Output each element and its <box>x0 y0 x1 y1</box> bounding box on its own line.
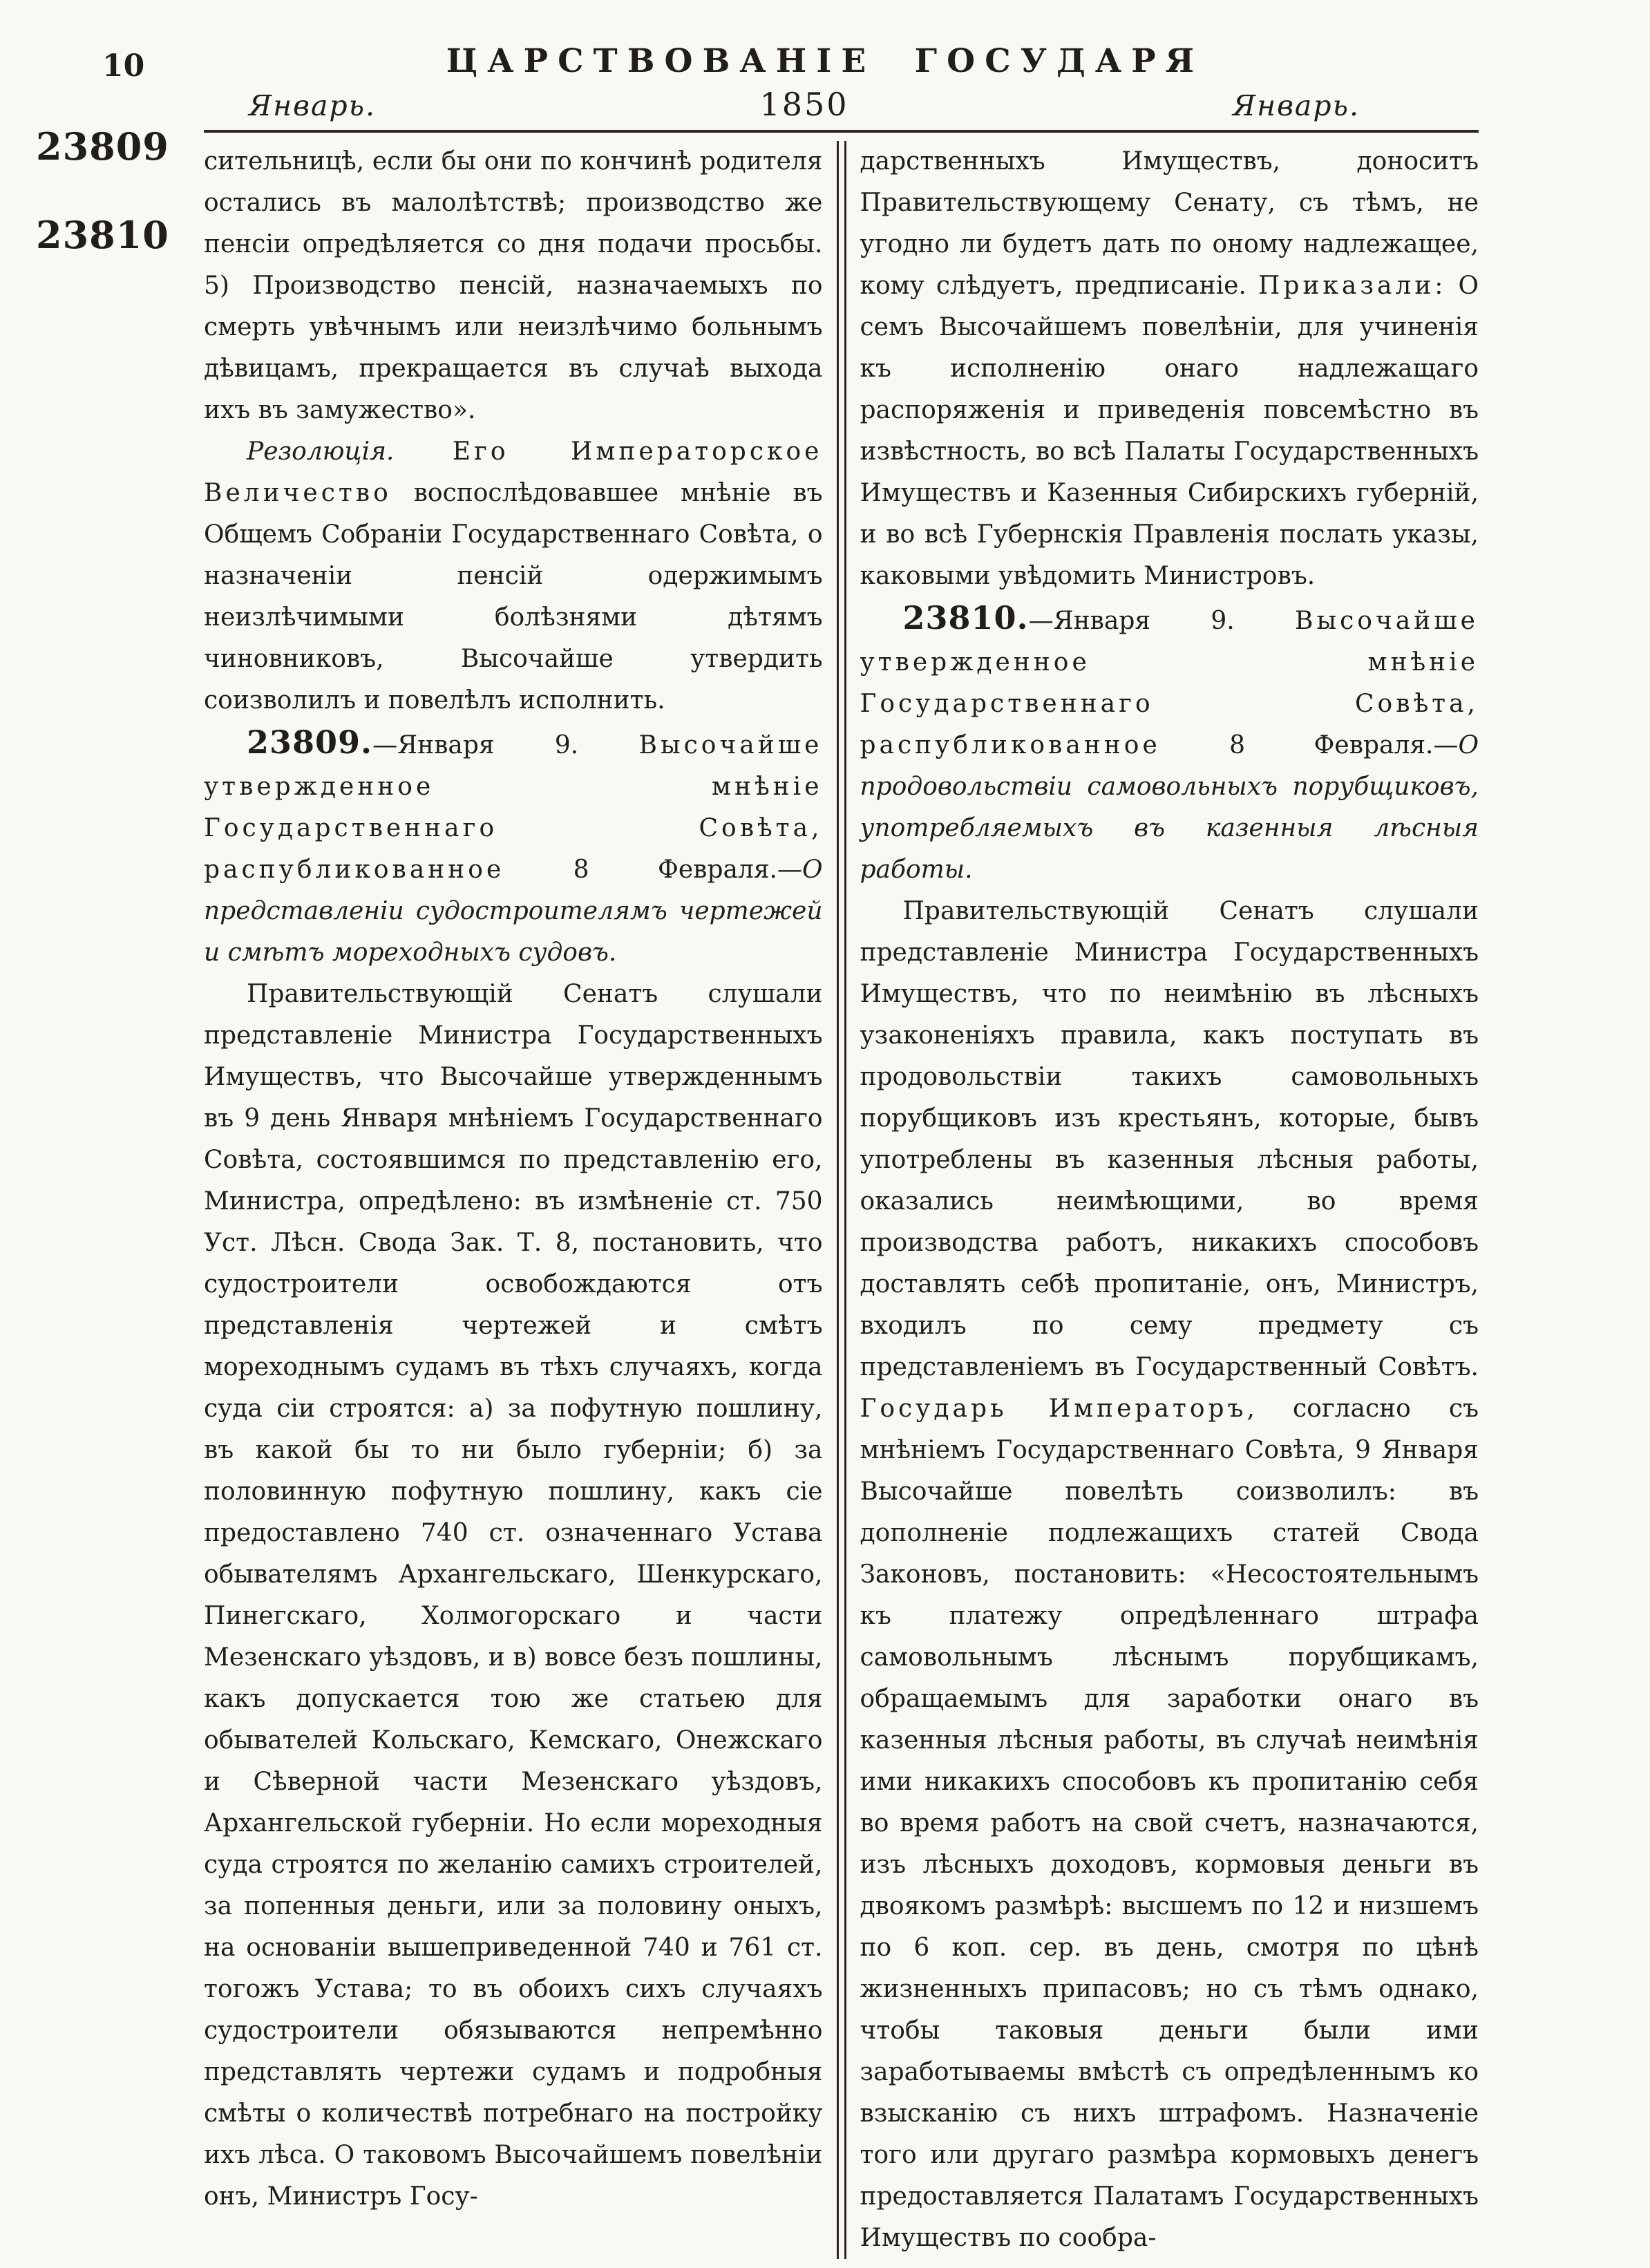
text-run: О представленіи судостроителямъ чертежей и смѣтъ мореходныхъ судовъ. <box>204 856 823 967</box>
text-run: Высочайше утвержденное мнѣніе Государственнаго Совѣта, распубликованное <box>204 731 823 884</box>
text-run: —Января 9. <box>1028 607 1296 635</box>
text-run: 23810. <box>902 599 1029 636</box>
text-run: Резолюція. <box>247 437 453 466</box>
page-header <box>0 0 1650 133</box>
text-run: сительницѣ, если бы они по кончинѣ родителя остались въ малолѣтствѣ; производство же пенсіи опредѣляется со дня подачи просьбы. 5) Производство пенсій, назначаемыхъ по смерть увѣчнымъ или неизлѣчимо больнымъ дѣвицамъ, прекращается въ случаѣ выхода ихъ въ замужество». <box>204 147 823 424</box>
margin-act-number-23809: 23809 <box>36 124 169 169</box>
dateline-year: 1850 <box>759 86 849 123</box>
text-run: О продовольствіи самовольныхъ порубщиковъ, употребляемыхъ въ казенныя лѣсныя работы. <box>860 731 1479 884</box>
text-run: дарственныхъ Имуществъ, доноситъ Правительствующему Сенату, съ тѣмъ, не угодно ли будетъ дать по оному надлежащее, кому слѣдуетъ, предписаніе. <box>860 147 1479 300</box>
left-column <box>204 141 823 2259</box>
paragraph <box>860 141 1479 597</box>
paragraph <box>204 141 823 431</box>
dateline-month-left: Январь. <box>249 89 377 122</box>
text-run: О семъ Высочайшемъ повелѣніи, для учиненія къ исполненію онаго надлежащаго распоряженія и приведенія повсемѣстно въ извѣстность, во всѣ Палаты Государственныхъ Имуществъ и Казенныя Сибирскихъ губерній, и во всѣ Губернскія Правленія послать указы, каковыми увѣдомить Министровъ. <box>860 272 1479 590</box>
text-run: 8 Февраля.— <box>504 856 802 884</box>
text-run: Правительствующій Сенатъ слушали представленіе Министра Государственныхъ Имуществъ, что по неимѣнію въ лѣсныхъ узаконеніяхъ правила, какъ поступать въ продовольствіи такихъ самовольныхъ порубщиковъ изъ крестьянъ, которые, бывъ употреблены въ казенныя лѣсныя работы, оказались неимѣющими, во время производства работъ, никакихъ способовъ доставлять себѣ пропитаніе, онъ, Министръ, входилъ по сему предмету съ представленіемъ въ Государственный Совѣтъ. <box>860 897 1479 1381</box>
text-run: , согласно съ мнѣніемъ Государственнаго Совѣта, 9 Января Высочайше повелѣть соизволилъ: въ дополненіе подлежащихъ статей Свода Законовъ, постановить: «Несостоятельнымъ къ платежу опредѣленнаго штрафа самовольнымъ лѣснымъ порубщикамъ, обращаемымъ для заработки онаго въ казенныя лѣсныя работы, въ случаѣ неимѣнія ими никакихъ способовъ къ пропитанію себя во время работъ на свой счетъ, назначаются, изъ лѣсныхъ доходовъ, кормовыя деньги въ двоякомъ размѣрѣ: высшемъ по 12 и низшемъ по 6 коп. сер. въ день, смотря по цѣнѣ жизненныхъ припасовъ; но съ тѣмъ однако, чтобы таковыя деньги были ими заработываемы вмѣстѣ съ опредѣленнымъ ко взысканію съ нихъ штрафомъ. Назначеніе того или другаго размѣра кормовыхъ денегъ предоставляется Палатамъ Государственныхъ Имуществъ по сообра- <box>860 1395 1479 2252</box>
paragraph <box>860 891 1479 2259</box>
dateline-month-right: Январь. <box>1232 89 1360 122</box>
text-run: Приказали: <box>1258 272 1447 300</box>
paragraph <box>860 597 1479 891</box>
text-run: 23809. <box>247 724 373 761</box>
two-column-body <box>204 141 1479 2259</box>
paragraph <box>204 721 823 974</box>
text-run: Высочайше утвержденное мнѣніе Государственнаго Совѣта, распубликованное <box>860 607 1479 759</box>
page-number: 10 <box>102 48 145 84</box>
text-run: Его Императорское Величество <box>204 437 823 507</box>
margin-act-number-23810: 23810 <box>36 213 169 257</box>
text-run: —Января 9. <box>372 731 639 759</box>
text-run: Правительствующій Сенатъ слушали представленіе Министра Государственныхъ Имуществъ, что Высочайше утвержденнымъ въ 9 день Января мнѣніемъ Государственнаго Совѣта, состоявшимся по представленію его, Министра, опредѣлено: въ измѣненіе ст. 750 Уст. Лѣсн. Свода Зак. Т. 8, постановить, что судостроители освобождаются отъ представленія чертежей и смѣтъ мореходнымъ судамъ въ тѣхъ случаяхъ, когда суда сіи строятся: а) за пофутную пошлину, въ какой бы то ни было губерніи; б) за половинную пофутную пошлину, какъ сіе предоставлено 740 ст. означеннаго Устава обывателямъ Архангельскаго, Шенкурскаго, Пинегскаго, Холмогорскаго и части Мезенскаго уѣздовъ, и в) вовсе безъ пошлины, какъ допускается тою же статьею для обывателей Кольскаго, Кемскаго, Онежскаго и Сѣверной части Мезенскаго уѣздовъ, Архангельской губерніи. Но если мореходныя суда строятся по желанію самихъ строителей, за попенныя деньги, или за половину оныхъ, на основаніи вышеприведенной 740 и 761 ст. тогожъ Устава; то въ обоихъ сихъ случаяхъ судостроители обязываются непремѣнно представлять чертежи судамъ и подробныя смѣты о количествѣ потребнаго на постройку ихъ лѣса. О таковомъ Высочайшемъ повелѣніи онъ, Министръ Госу- <box>204 980 823 2211</box>
text-run: воспослѣдовавшее мнѣніе въ Общемъ Собраніи Государственнаго Совѣта, о назначеніи пенсій одержимымъ неизлѣчимыми болѣзнями дѣтямъ чиновниковъ, Высочайше утвердить соизволилъ и повелѣлъ исполнить. <box>204 479 823 715</box>
paragraph <box>204 974 823 2218</box>
column-divider-rule <box>837 141 846 2259</box>
text-run: Государь Императоръ <box>860 1395 1247 1423</box>
header-rule <box>204 130 1479 133</box>
right-column <box>860 141 1479 2259</box>
page-title: ЦАРСТВОВАНІЕ ГОСУДАРЯ <box>446 42 1204 80</box>
text-run: 8 Февраля.— <box>1160 731 1459 759</box>
dateline <box>0 80 1650 123</box>
paragraph <box>204 431 823 721</box>
